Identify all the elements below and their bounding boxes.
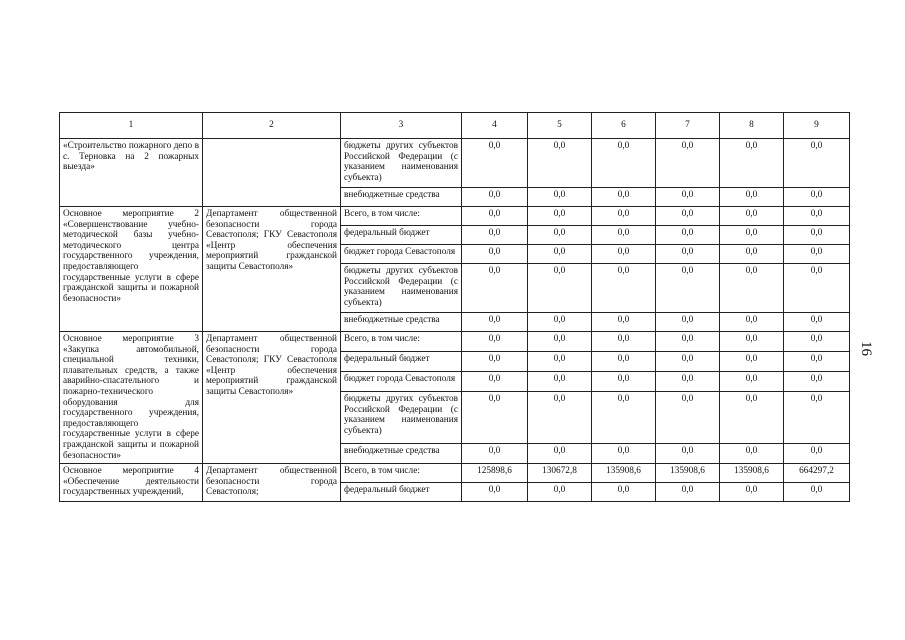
header-cell-5: 5 (528, 113, 592, 139)
amount-cell: 0,0 (720, 392, 784, 444)
amount-cell: 0,0 (462, 188, 528, 207)
amount-cell: 0,0 (462, 245, 528, 264)
amount-cell: 0,0 (720, 372, 784, 392)
amount-cell: 0,0 (784, 139, 850, 188)
amount-cell: 0,0 (462, 392, 528, 444)
amount-cell: 0,0 (656, 245, 720, 264)
amount-cell: 0,0 (528, 188, 592, 207)
funding-source: федеральный бюджет (341, 352, 462, 372)
amount-cell: 0,0 (528, 226, 592, 245)
funding-source: бюджеты других субъектов Российской Федерации (с указанием наименования субъекта) (341, 264, 462, 313)
amount-cell: 0,0 (592, 226, 656, 245)
amount-cell: 0,0 (720, 245, 784, 264)
amount-cell: 0,0 (462, 139, 528, 188)
amount-cell: 0,0 (592, 332, 656, 352)
funding-source: внебюджетные средства (341, 188, 462, 207)
amount-cell: 0,0 (720, 483, 784, 502)
activity-description: Основное мероприятие 3 «Закупка автомобильной, специальной техники, плавательных средств, а также аварийно-спасательного и пожарно-технического оборудования для государственного учреждения, предоставляющего государственные услуги в сфере гражданской защиты и пожарной безопасности» (60, 332, 203, 464)
amount-cell: 0,0 (592, 139, 656, 188)
activity-description: Основное мероприятие 4 «Обеспечение деятельности государственных учреждений, (60, 464, 203, 502)
header-cell-6: 6 (592, 113, 656, 139)
amount-cell: 0,0 (462, 332, 528, 352)
amount-cell: 0,0 (784, 392, 850, 444)
amount-cell: 0,0 (656, 264, 720, 313)
amount-cell: 0,0 (656, 313, 720, 332)
amount-cell: 0,0 (784, 372, 850, 392)
amount-cell: 0,0 (720, 188, 784, 207)
amount-cell: 0,0 (656, 483, 720, 502)
amount-cell: 0,0 (656, 372, 720, 392)
amount-cell: 0,0 (592, 483, 656, 502)
funding-source: бюджет города Севастополя (341, 372, 462, 392)
amount-cell: 0,0 (656, 352, 720, 372)
header-cell-4: 4 (462, 113, 528, 139)
amount-cell: 0,0 (784, 483, 850, 502)
amount-cell: 0,0 (528, 245, 592, 264)
funding-source: внебюджетные средства (341, 313, 462, 332)
header-cell-2: 2 (203, 113, 341, 139)
amount-cell: 135908,6 (720, 464, 784, 483)
header-cell-3: 3 (341, 113, 462, 139)
amount-cell: 0,0 (720, 207, 784, 226)
amount-cell: 0,0 (462, 313, 528, 332)
header-cell-9: 9 (784, 113, 850, 139)
amount-cell: 0,0 (528, 444, 592, 464)
amount-cell: 0,0 (462, 372, 528, 392)
amount-cell: 0,0 (720, 313, 784, 332)
page-number: 16 (858, 341, 874, 356)
amount-cell: 0,0 (720, 264, 784, 313)
responsible-organization (203, 139, 341, 207)
table-row (60, 332, 850, 352)
activity-description: Основное мероприятие 2 «Совершенствование учебно-методической базы учебно-методического центра государственного учреждения, предоставляющего государственные услуги в сфере гражданской защиты и пожарной безопасности» (60, 207, 203, 332)
amount-cell: 0,0 (528, 352, 592, 372)
funding-source: бюджеты других субъектов Российской Федерации (с указанием наименования субъекта) (341, 392, 462, 444)
amount-cell: 0,0 (462, 207, 528, 226)
amount-cell: 0,0 (784, 352, 850, 372)
amount-cell: 0,0 (462, 483, 528, 502)
amount-cell: 0,0 (462, 264, 528, 313)
header-cell-1: 1 (60, 113, 203, 139)
amount-cell: 0,0 (462, 352, 528, 372)
amount-cell: 0,0 (592, 352, 656, 372)
amount-cell: 0,0 (784, 207, 850, 226)
amount-cell: 0,0 (656, 332, 720, 352)
amount-cell: 0,0 (656, 226, 720, 245)
funding-source: внебюджетные средства (341, 444, 462, 464)
budget-table (59, 112, 850, 502)
amount-cell: 0,0 (656, 444, 720, 464)
amount-cell: 0,0 (592, 245, 656, 264)
amount-cell: 0,0 (656, 188, 720, 207)
amount-cell: 0,0 (528, 483, 592, 502)
funding-source: бюджет города Севастополя (341, 245, 462, 264)
funding-source: Всего, в том числе: (341, 207, 462, 226)
amount-cell: 0,0 (784, 264, 850, 313)
amount-cell: 0,0 (656, 207, 720, 226)
amount-cell: 125898,6 (462, 464, 528, 483)
funding-source: Всего, в том числе: (341, 464, 462, 483)
responsible-organization: Департамент общественной безопасности города Севастополя; ГКУ Севастополя «Центр обеспечения мероприятий гражданской защиты Севастополя» (203, 207, 341, 332)
amount-cell: 0,0 (592, 207, 656, 226)
responsible-organization: Департамент общественной безопасности города Севастополя; (203, 464, 341, 502)
amount-cell: 0,0 (784, 226, 850, 245)
amount-cell: 0,0 (720, 352, 784, 372)
funding-source: федеральный бюджет (341, 226, 462, 245)
funding-source: федеральный бюджет (341, 483, 462, 502)
amount-cell: 0,0 (720, 444, 784, 464)
amount-cell: 0,0 (784, 444, 850, 464)
amount-cell: 135908,6 (656, 464, 720, 483)
amount-cell: 0,0 (720, 332, 784, 352)
amount-cell: 0,0 (592, 264, 656, 313)
amount-cell: 0,0 (592, 444, 656, 464)
amount-cell: 0,0 (462, 444, 528, 464)
amount-cell: 0,0 (784, 313, 850, 332)
amount-cell: 0,0 (784, 188, 850, 207)
responsible-organization: Департамент общественной безопасности города Севастополя; ГКУ Севастополя «Центр обеспечения мероприятий гражданской защиты Севастополя» (203, 332, 341, 464)
amount-cell: 0,0 (784, 245, 850, 264)
amount-cell: 0,0 (656, 392, 720, 444)
table-row (60, 139, 850, 188)
amount-cell: 0,0 (720, 139, 784, 188)
amount-cell: 664297,2 (784, 464, 850, 483)
amount-cell: 0,0 (528, 372, 592, 392)
table-row (60, 207, 850, 226)
amount-cell: 0,0 (592, 313, 656, 332)
amount-cell: 0,0 (656, 139, 720, 188)
funding-source: Всего, в том числе: (341, 332, 462, 352)
amount-cell: 0,0 (528, 139, 592, 188)
amount-cell: 0,0 (592, 392, 656, 444)
amount-cell: 135908,6 (592, 464, 656, 483)
amount-cell: 130672,8 (528, 464, 592, 483)
header-row (60, 113, 850, 139)
amount-cell: 0,0 (784, 332, 850, 352)
amount-cell: 0,0 (528, 207, 592, 226)
funding-source: бюджеты других субъектов Российской Федерации (с указанием наименования субъекта) (341, 139, 462, 188)
amount-cell: 0,0 (592, 188, 656, 207)
activity-description: «Строительство пожарного депо в с. Терновка на 2 пожарных выезда» (60, 139, 203, 207)
table-row (60, 464, 850, 483)
amount-cell: 0,0 (720, 226, 784, 245)
amount-cell: 0,0 (592, 372, 656, 392)
amount-cell: 0,0 (528, 313, 592, 332)
amount-cell: 0,0 (528, 264, 592, 313)
header-cell-7: 7 (656, 113, 720, 139)
amount-cell: 0,0 (462, 226, 528, 245)
amount-cell: 0,0 (528, 332, 592, 352)
header-cell-8: 8 (720, 113, 784, 139)
amount-cell: 0,0 (528, 392, 592, 444)
